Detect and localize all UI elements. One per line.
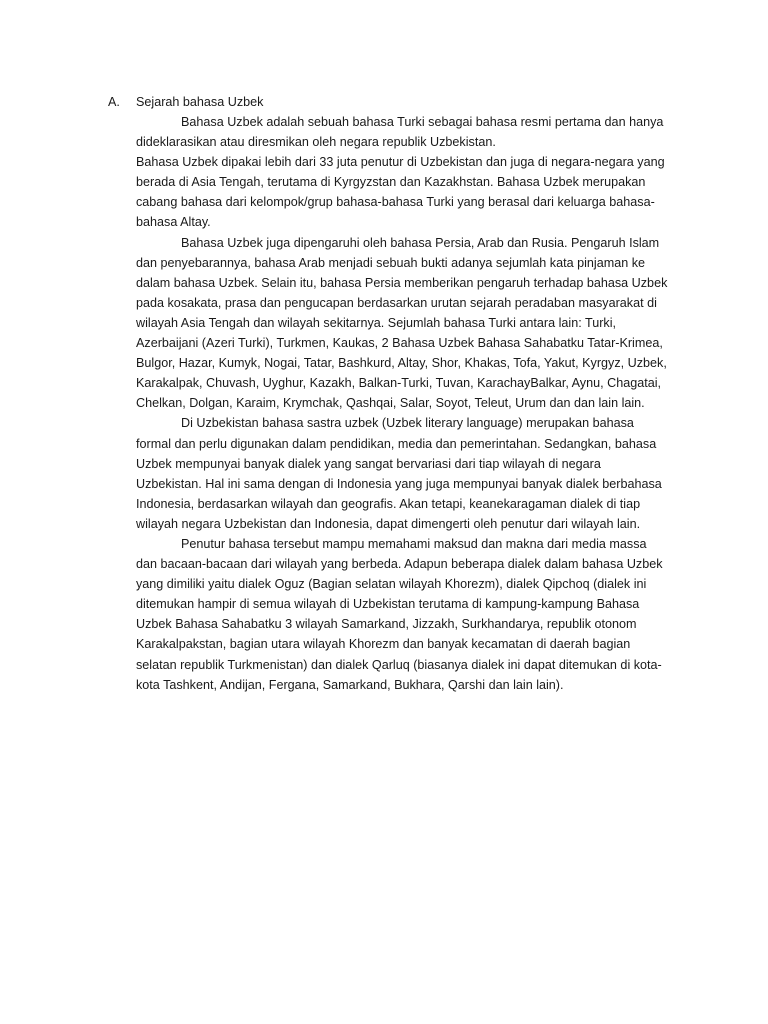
section-title: Sejarah bahasa Uzbek <box>136 95 264 109</box>
section-heading <box>108 92 668 112</box>
paragraph-3: Bahasa Uzbek juga dipengaruhi oleh bahasa Persia, Arab dan Rusia. Pengaruh Islam dan penyebarannya, bahasa Arab menjadi sebuah bukti adanya sejumlah kata pinjaman ke dalam bahasa Uzbek. Selain itu, bahasa Persia memberikan pengaruh terhadap bahasa Uzbek pada kosakata, prasa dan pengucapan berdasarkan urutan sejarah peradaban masyarakat di wilayah Asia Tengah dan wilayah sekitarnya. Sejumlah bahasa Turki antara lain: Turki, Azerbaijani (Azeri Turki), Turkmen, Kaukas, 2 Bahasa Uzbek Bahasa Sahabatku Tatar-Krimea, Bulgor, Hazar, Kumyk, Nogai, Tatar, Bashkurd, Altay, Shor, Khakas, Tofa, Yakut, Kyrgyz, Uzbek, Karakalpak, Chuvash, Uyghur, Kazakh, Balkan-Turki, Tuvan, KarachayBalkar, Aynu, Chagatai, Chelkan, Dolgan, Karaim, Krymchak, Qashqai, Salar, Soyot, Teleut, Urum dan dan lain lain. <box>136 235 668 411</box>
paragraph-4: Di Uzbekistan bahasa sastra uzbek (Uzbek literary language) merupakan bahasa formal dan perlu digunakan dalam pendidikan, media dan pemerintahan. Sedangkan, bahasa Uzbek mempunyai banyak dialek yang sangat bervariasi dari tiap wilayah di negara Uzbekistan. Hal ini sama dengan di Indonesia yang juga mempunyai banyak dialek berbahasa Indonesia, berdasarkan wilayah dan geografis. Akan tetapi, keanekaragaman dialek di tiap wilayah negara Uzbekistan dan Indonesia, dapat dimengerti oleh penutur dari wilayah lain. <box>136 416 662 531</box>
paragraph-5: Penutur bahasa tersebut mampu memahami maksud dan makna dari media massa dan bacaan-bacaan dari wilayah yang berbeda. Adapun beberapa dialek dalam bahasa Uzbek yang dimiliki yaitu dialek Oguz (Bagian selatan wilayah Khorezm), dialek Qipchoq (dialek ini ditemukan hampir di semua wilayah di Uzbekistan terutama di kampung-kampung Bahasa Uzbek Bahasa Sahabatku 3 wilayah Samarkand, Jizzakh, Surkhandarya, republik otonom Karakalpakstan, bagian utara wilayah Khorezm dan banyak kecamatan di daerah bagian selatan republik Turkmenistan) dan dialek Qarluq (biasanya dialek ini dapat ditemukan di kota-kota Tashkent, Andijan, Fergana, Samarkand, Bukhara, Qarshi dan lain lain). <box>136 536 663 692</box>
paragraph-2: Bahasa Uzbek dipakai lebih dari 33 juta penutur di Uzbekistan dan juga di negara-negara yang berada di Asia Tengah, terutama di Kyrgyzstan dan Kazakhstan. Bahasa Uzbek merupakan cabang bahasa dari kelompok/grup bahasa-bahasa Turki yang berasal dari keluarga bahasa-bahasa Altay. <box>136 155 665 230</box>
paragraph-1: Bahasa Uzbek adalah sebuah bahasa Turki sebagai bahasa resmi pertama dan hanya dideklarasikan atau diresmikan oleh negara republik Uzbekistan. <box>136 115 664 150</box>
section-body <box>136 112 668 695</box>
section-sejarah-bahasa-uzbek <box>108 92 668 695</box>
section-marker: A. <box>108 95 120 109</box>
